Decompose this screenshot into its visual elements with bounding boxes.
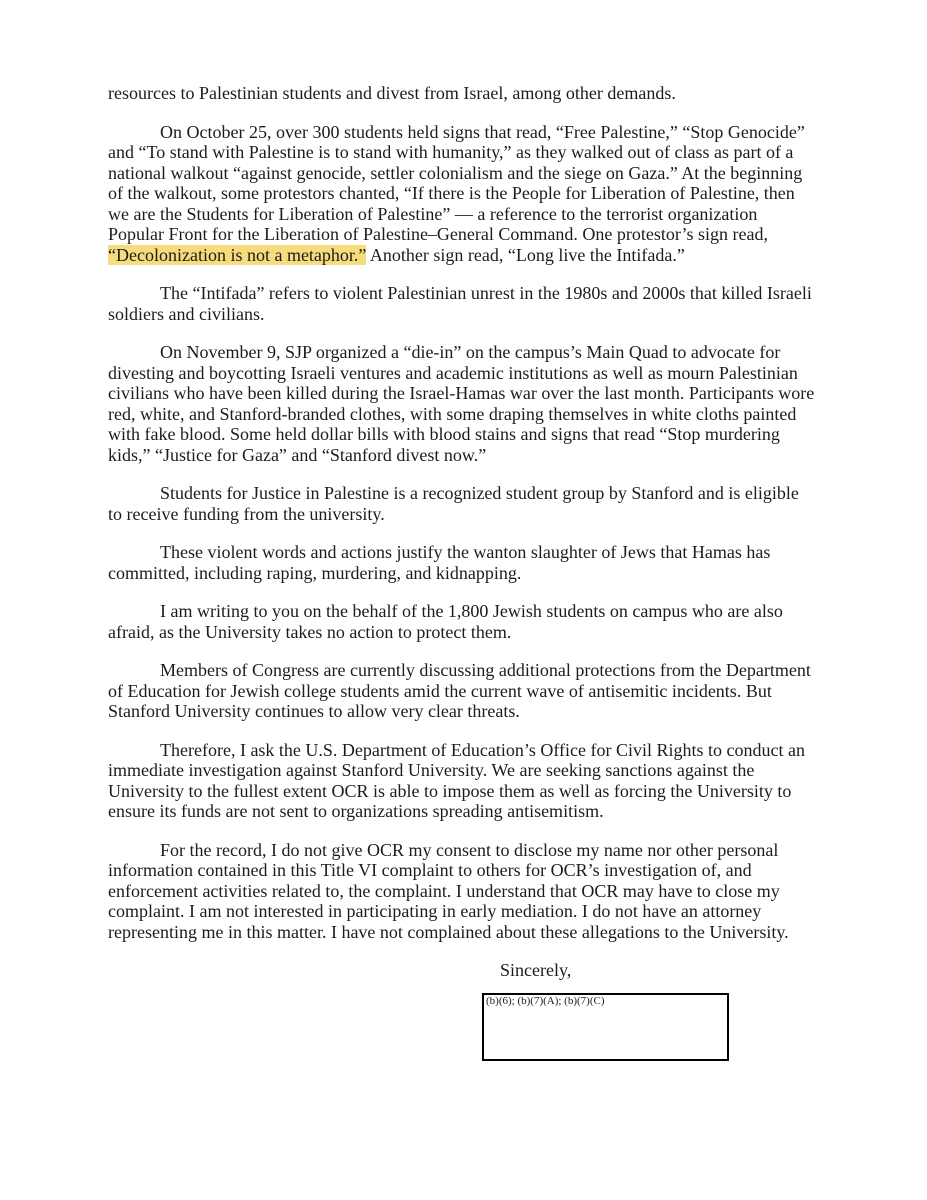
body-paragraph: For the record, I do not give OCR my consent to disclose my name nor other personal information contained in this Title VI complaint to others for OCR’s investigation of, and enforcement activities related to, the complaint. I understand that OCR may have to close my complaint. I am not interested in participating in early mediation. I do not have an attorney representing me in this matter. I have not complained about these allegations to the University.: [108, 839, 789, 942]
body-paragraph: I am writing to you on the behalf of the 1,800 Jewish students on campus who are also afraid, as the University takes no action to protect them.: [108, 601, 783, 642]
body-paragraph: These violent words and actions justify the wanton slaughter of Jews that Hamas has committed, including raping, murdering, and kidnapping.: [108, 542, 771, 583]
body-paragraph: [108, 122, 815, 266]
paragraph-text: Another sign read, “Long live the Intifada.”: [366, 244, 685, 265]
body-paragraph: Therefore, I ask the U.S. Department of Education’s Office for Civil Rights to conduct an immediate investigation against Stanford University. We are seeking sanctions against the University to the fullest extent OCR is able to impose them as well as forcing the University to ensure its funds are not sent to organizations spreading antisemitism.: [108, 739, 805, 821]
signature-redaction-box: [482, 993, 729, 1061]
body-paragraph: The “Intifada” refers to violent Palestinian unrest in the 1980s and 2000s that killed Israeli soldiers and civilians.: [108, 283, 812, 324]
body-paragraph: resources to Palestinian students and divest from Israel, among other demands.: [108, 83, 676, 103]
body-paragraph: On November 9, SJP organized a “die-in” on the campus’s Main Quad to advocate for divesting and boycotting Israeli ventures and academic institutions as well as mourn Palestinian civilians who have been killed during the Israel-Hamas war over the last month. Participants wore red, white, and Stanford-branded clothes, with some draping themselves in white cloths painted with fake blood. Some held dollar bills with blood stains and signs that read “Stop murdering kids,” “Justice for Gaza” and “Stanford divest now.”: [108, 342, 815, 465]
closing-salutation: Sincerely,: [500, 960, 572, 980]
body-paragraph: Members of Congress are currently discussing additional protections from the Department of Education for Jewish college students amid the current wave of antisemitic incidents. But Stanford University continues to allow very clear threats.: [108, 660, 811, 721]
paragraph-text: On October 25, over 300 students held signs that read, “Free Palestine,” “Stop Genocide” and “To stand with Palestine is to stand with humanity,” as they walked out of class as part of a national walkout “against genocide, settler colonialism and the siege on Gaza.” At the beginning of the walkout, some protestors chanted, “If there is the People for Liberation of Palestine, then we are the Students for Liberation of Palestine” — a reference to the terrorist organization Popular Front for the Liberation of Palestine–General Command. One protestor’s sign read,: [108, 121, 805, 244]
redaction-exemption-codes: (b)(6); (b)(7)(A); (b)(7)(C): [486, 994, 605, 1007]
highlighted-quote: “Decolonization is not a metaphor.”: [108, 244, 367, 265]
body-paragraph: Students for Justice in Palestine is a recognized student group by Stanford and is eligible to receive funding from the university.: [108, 483, 799, 524]
